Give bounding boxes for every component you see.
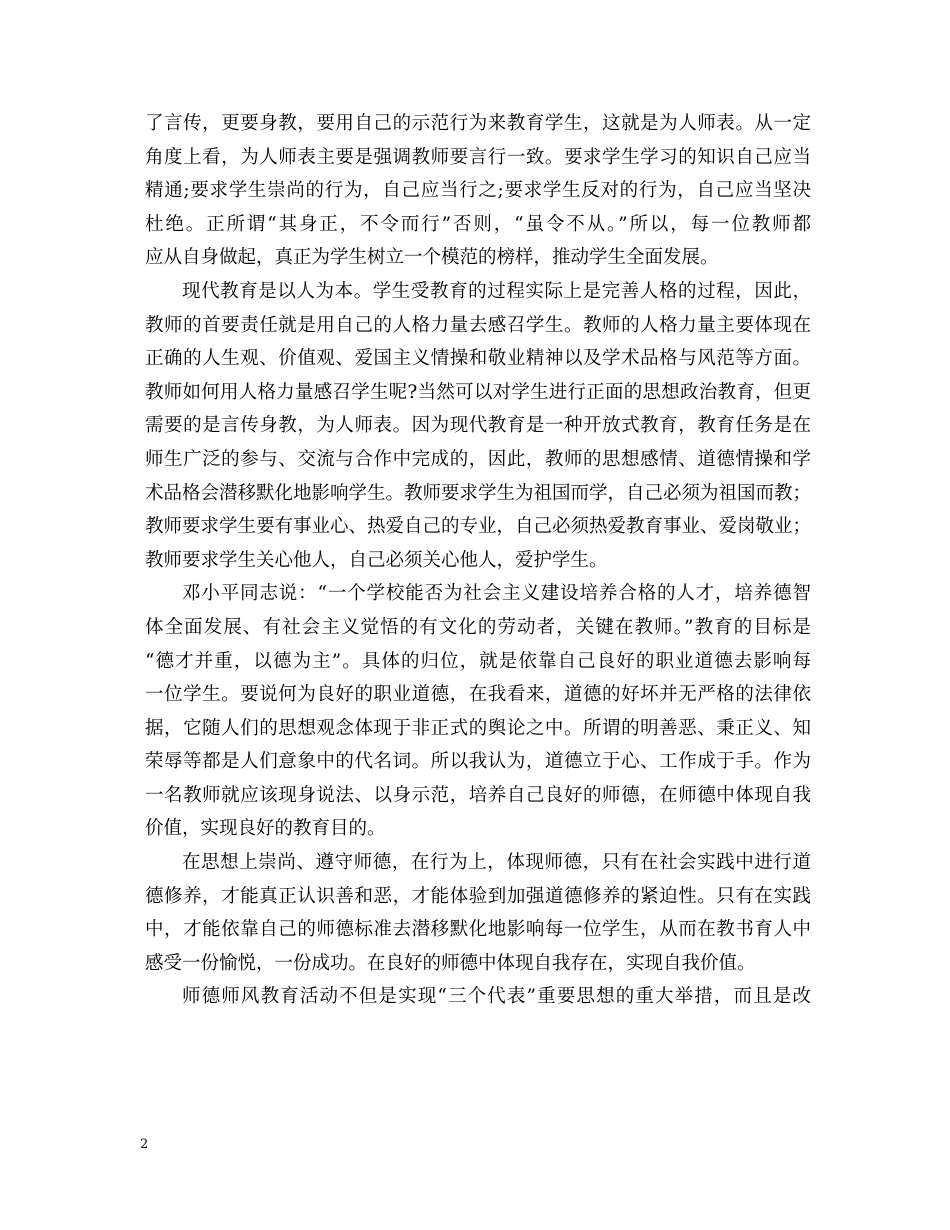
text-line: 一名教师就应该现身说法、以身示范，培养自己良好的师德，在师德中体现自我 (145, 784, 811, 806)
text-line: 邓小平同志说：“一个学校能否为社会主义建设培养合格的人才，培养德智 (182, 583, 811, 605)
page-number: 2 (140, 1137, 149, 1152)
text-line: 教师如何用人格力量感召学生呢?当然可以对学生进行正面的思想政治教育，但更 (145, 381, 811, 403)
text-line: 价值，实现良好的教育目的。 (145, 818, 386, 840)
text-line: 角度上看，为人师表主要是强调教师要言行一致。要求学生学习的知识自己应当 (145, 146, 811, 168)
text-line: 荣辱等都是人们意象中的代名词。所以我认为，道德立于心、工作成于手。作为 (145, 751, 811, 773)
text-line: “德才并重，以德为主”。具体的归位，就是依靠自己良好的职业道德去影响每 (145, 650, 811, 672)
paragraph (145, 980, 811, 1014)
text-line: 德修养，才能真正认识善和恶，才能体验到加强道德修养的紧迫性。只有在实践 (145, 885, 811, 907)
text-line: 了言传，更要身教，要用自己的示范行为来教育学生，这就是为人师表。从一定 (145, 113, 811, 134)
text-line: 术品格会潜移默化地影响学生。教师要求学生为祖国而学，自己必须为祖国而教； (145, 482, 812, 504)
paragraph (145, 577, 811, 846)
text-line: 现代教育是以人为本。学生受教育的过程实际上是完善人格的过程，因此， (182, 280, 811, 302)
text-line: 杜绝。正所谓“其身正，不令而行”否则，“虽令不从。”所以，每一位教师都 (145, 213, 811, 235)
paragraph (145, 107, 811, 275)
text-line: 师生广泛的参与、交流与合作中完成的，因此，教师的思想感情、道德情操和学 (145, 448, 811, 470)
text-line: 师德师风教育活动不但是实现“三个代表”重要思想的重大举措，而且是改 (182, 986, 811, 1008)
text-line: 教师要求学生关心他人，自己必须关心他人，爱护学生。 (145, 549, 608, 571)
text-line: 教师的首要责任就是用自己的人格力量去感召学生。教师的人格力量主要体现在 (145, 314, 811, 336)
text-line: 精通;要求学生崇尚的行为，自己应当行之;要求学生反对的行为，自己应当坚决 (145, 180, 811, 202)
paragraph (145, 275, 811, 577)
text-line: 据，它随人们的思想观念体现于非正式的舆论之中。所谓的明善恶、秉正义、知 (145, 717, 811, 739)
text-line: 教师要求学生要有事业心、热爱自己的专业，自己必须热爱教育事业、爱岗敬业； (145, 516, 812, 538)
body-text (145, 107, 811, 1014)
text-line: 体全面发展、有社会主义觉悟的有文化的劳动者，关键在教师。”教育的目标是 (145, 616, 811, 638)
text-line: 感受一份愉悦，一份成功。在良好的师德中体现自我存在，实现自我价值。 (145, 952, 756, 974)
text-line: 在思想上崇尚、遵守师德，在行为上，体现师德，只有在社会实践中进行道 (182, 852, 811, 874)
text-line: 需要的是言传身教，为人师表。因为现代教育是一种开放式教育，教育任务是在 (145, 415, 811, 437)
text-line: 一位学生。要说何为良好的职业道德，在我看来，道德的好坏并无严格的法律依 (145, 684, 811, 706)
text-line: 应从自身做起，真正为学生树立一个模范的榜样，推动学生全面发展。 (145, 247, 719, 269)
text-line: 正确的人生观、价值观、爱国主义情操和敬业精神以及学术品格与风范等方面。 (145, 348, 811, 370)
paragraph (145, 846, 811, 980)
text-line: 中，才能依靠自己的师德标准去潜移默化地影响每一位学生，从而在教书育人中 (145, 919, 811, 941)
